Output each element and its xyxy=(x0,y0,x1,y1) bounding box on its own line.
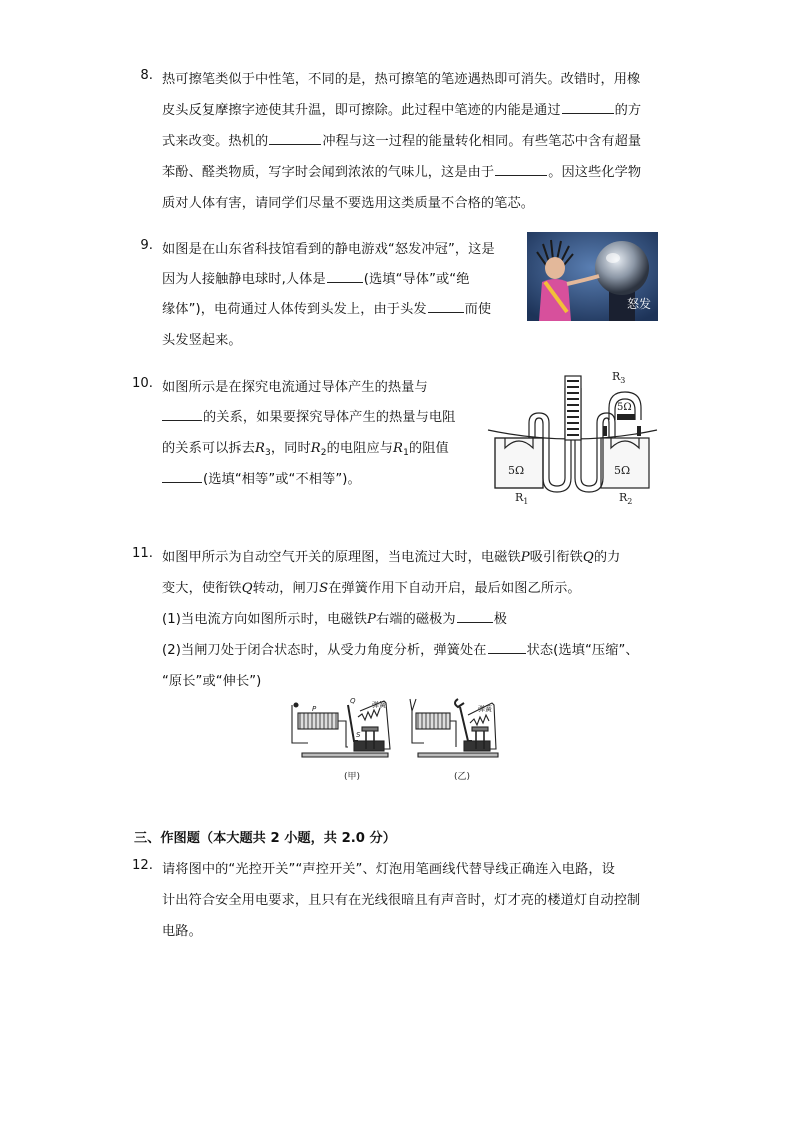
air-switch-figure xyxy=(288,693,508,785)
right-container xyxy=(601,438,649,488)
question-text-line: 式来改变。热机的 冲程与这一过程的能量转化相同。有些笔芯中含有超量 xyxy=(162,134,642,149)
question-number: 12. xyxy=(132,858,153,873)
question-text-line: 缘体”)，电荷通过人体传到头发上，由于头发 而使 xyxy=(162,302,492,317)
resistor-value-top: 5Ω xyxy=(617,402,632,413)
section-heading: 三、作图题（本大题共 2 小题，共 2.0 分） xyxy=(134,831,396,846)
question-text-line: (1)当电流方向如图所示时，电磁铁P右端的磁极为 极 xyxy=(162,612,508,627)
question-number: 10. xyxy=(132,376,153,391)
question-text-line: “原长”或“伸长”) xyxy=(162,674,262,689)
question-text-line: 皮头反复摩擦字迹使其升温，即可擦除。此过程中笔迹的内能是通过 的方 xyxy=(162,103,642,118)
static-electricity-photo xyxy=(527,232,658,321)
answer-blank[interactable] xyxy=(562,101,614,114)
question-text-line: 计出符合安全用电要求，且只有在光线很暗且有声音时，灯才亮的楼道灯自动控制 xyxy=(162,893,641,908)
left-container xyxy=(495,438,543,488)
caption-jia: (甲) xyxy=(344,772,361,782)
question-text-line: 因为人接触静电球时,人体是 (选填“导体”或“绝 xyxy=(162,272,470,287)
question-text-line: 质对人体有害，请同学们尽量不要选用这类质量不合格的笔芯。 xyxy=(162,196,535,211)
scale-ruler xyxy=(565,376,581,440)
question-number: 11. xyxy=(132,546,153,561)
question-text-line: 如图所示是在探究电流通过导体产生的热量与 xyxy=(162,380,428,395)
question-text-line: 苯酚、醛类物质，写字时会闻到浓浓的气味儿，这是由于 。因这些化学物 xyxy=(162,165,642,180)
answer-blank[interactable] xyxy=(457,610,493,623)
question-text-line: 的关系可以拆去$R_3$，同时$R_2$的电阻应与$R_1$的阻值 xyxy=(162,441,449,458)
resistor-value-right: 5Ω xyxy=(614,464,631,477)
question-text-line: 热可擦笔类似于中性笔，不同的是，热可擦笔的笔迹遇热即可消失。改错时，用橡 xyxy=(162,72,641,87)
question-text-line: (选填“相等”或“不相等”)。 xyxy=(162,468,361,487)
question-text-line: 电路。 xyxy=(162,924,202,939)
resistor-value-left: 5Ω xyxy=(508,464,525,477)
answer-blank[interactable] xyxy=(162,470,202,483)
answer-blank[interactable] xyxy=(428,300,464,313)
answer-blank[interactable] xyxy=(269,132,321,145)
answer-blank[interactable] xyxy=(327,270,363,283)
question-text-line: 请将图中的“光控开关”“声控开关”、灯泡用笔画线代替导线正确连入电路，设 xyxy=(162,862,615,877)
q-label: Q xyxy=(350,697,356,705)
question-text-line: 头发竖起来。 xyxy=(162,333,242,348)
question-number: 9. xyxy=(140,238,153,253)
r2-label: $R_2$ xyxy=(619,491,633,506)
spring-label-left: 弹簧 xyxy=(372,701,386,709)
r1-label: $R_1$ xyxy=(515,491,529,506)
p-label: P xyxy=(312,705,317,713)
caption-yi: (乙) xyxy=(454,772,471,782)
answer-blank[interactable] xyxy=(162,408,202,421)
static-ball xyxy=(595,241,649,295)
answer-blank[interactable] xyxy=(495,163,547,176)
joule-heating-apparatus-figure xyxy=(485,368,660,508)
photo-watermark: 怒发 xyxy=(627,297,652,311)
person-face xyxy=(545,257,565,279)
question-text-line: (2)当闸刀处于闭合状态时，从受力角度分析，弹簧处在 状态(选填“压缩”、 xyxy=(162,643,639,658)
spring-label-right: 弹簧 xyxy=(478,705,492,713)
question-number: 8. xyxy=(140,68,153,83)
r3-label: $R_3$ xyxy=(612,370,626,385)
question-text-line: 变大，使衔铁Q转动，闸刀S在弹簧作用下自动开启，最后如图乙所示。 xyxy=(162,581,581,596)
question-text-line: 如图甲所示为自动空气开关的原理图，当电流过大时，电磁铁P吸引衔铁Q的力 xyxy=(162,550,621,565)
answer-blank[interactable] xyxy=(488,641,526,654)
question-text-line: 如图是在山东省科技馆看到的静电游戏“怒发冲冠”，这是 xyxy=(162,242,495,257)
question-text-line: 的关系，如果要探究导体产生的热量与电阻 xyxy=(162,406,455,425)
diagram-jia xyxy=(292,701,390,757)
s-label: S xyxy=(356,731,361,739)
